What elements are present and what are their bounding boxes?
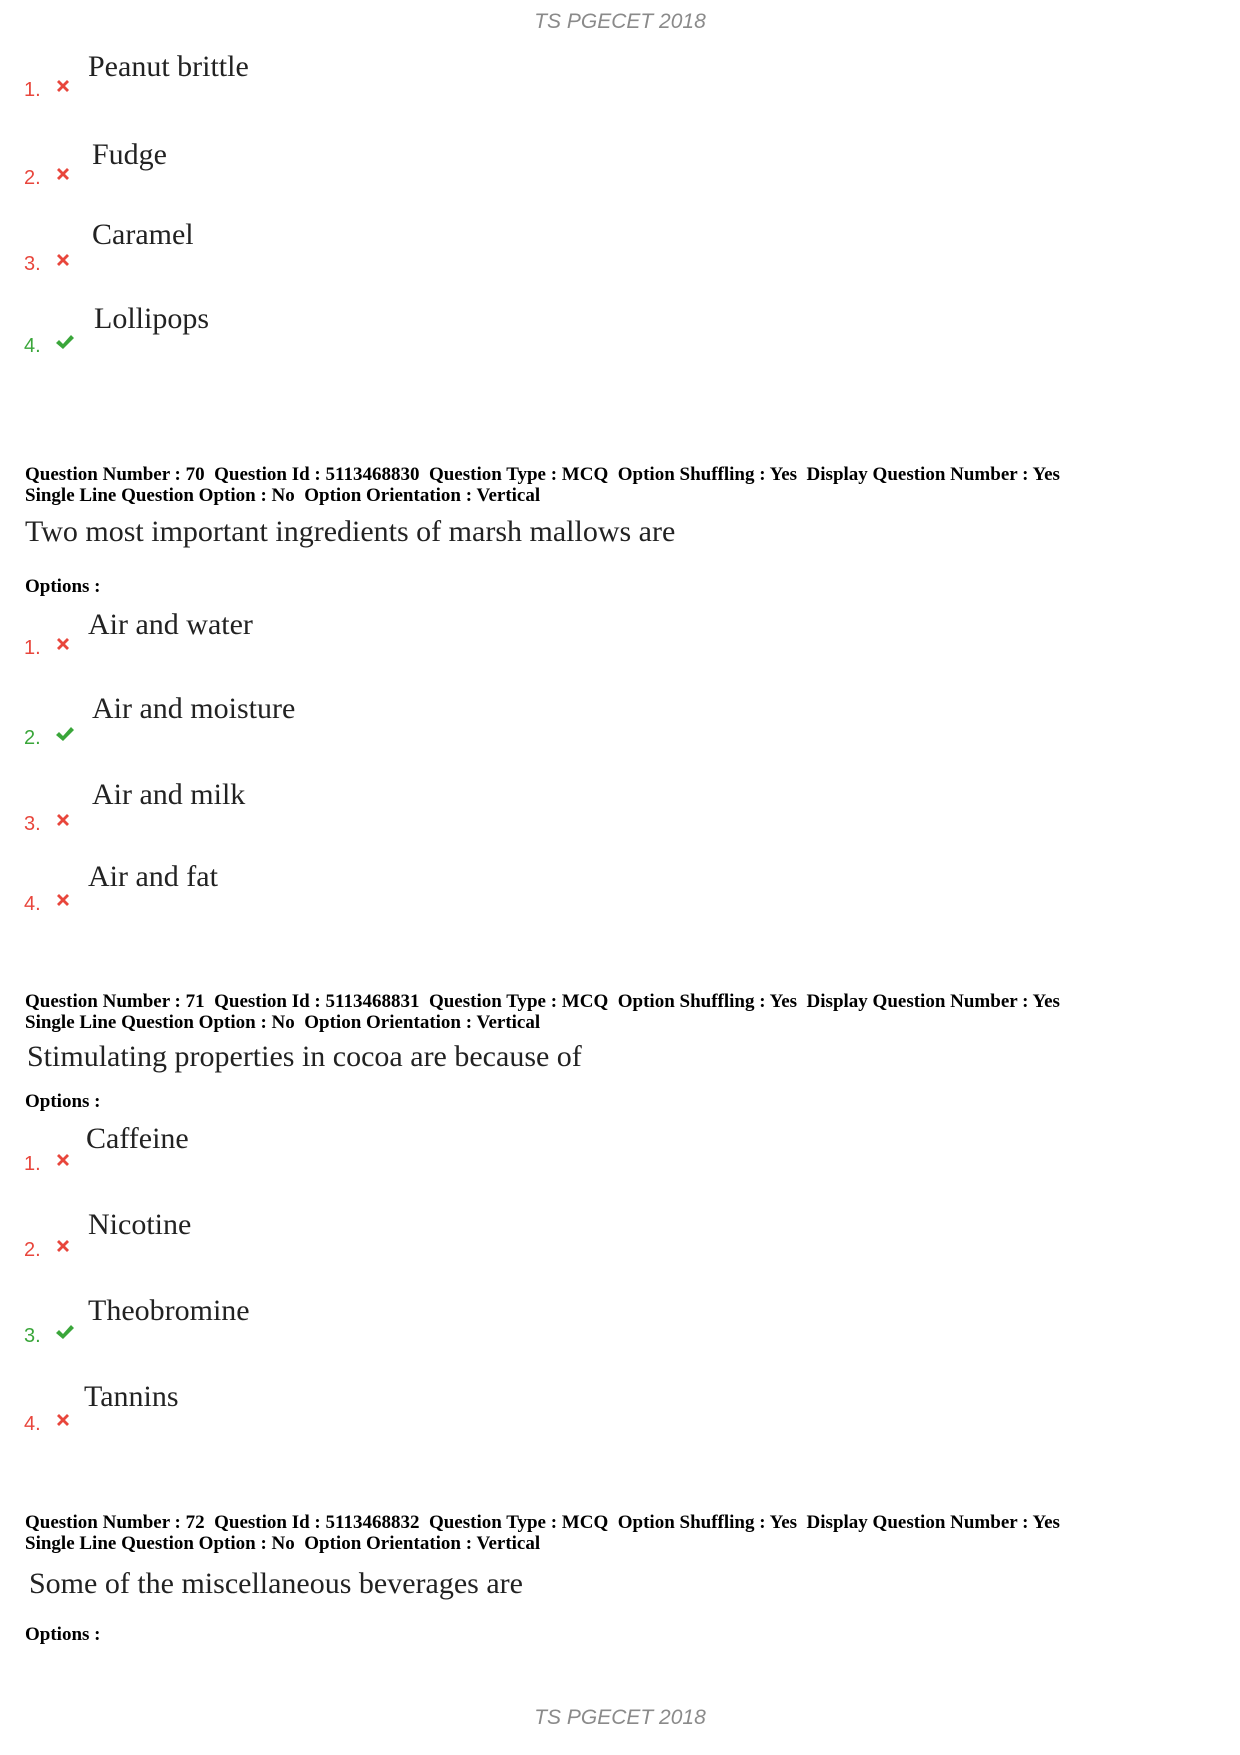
options-label: Options : [25, 1091, 101, 1112]
cross-icon [53, 890, 73, 910]
option-number: 2. [24, 727, 41, 749]
option-row [0, 608, 1240, 659]
option-item [0, 778, 1240, 835]
option-number: 3. [24, 253, 41, 275]
option-row [0, 1380, 1240, 1435]
option-item [0, 1380, 1240, 1435]
check-icon [52, 1322, 76, 1342]
question-text: Some of the miscellaneous beverages are [29, 1567, 523, 1600]
option-row [0, 778, 1240, 835]
option-row [0, 1208, 1240, 1261]
option-text: Nicotine [88, 1208, 192, 1241]
question-meta-line1: Question Number : 70 Question Id : 5113468830 Question Type : MCQ Option Shuffling : Yes Display Question Number : Yes [25, 464, 1060, 485]
option-row [0, 138, 1240, 189]
option-item [0, 302, 1240, 357]
option-number: 2. [24, 167, 41, 189]
option-item [0, 1294, 1240, 1347]
option-row [0, 218, 1240, 275]
question-meta-line2: Single Line Question Option : No Option Orientation : Vertical [25, 1012, 541, 1033]
cross-icon [53, 1150, 73, 1170]
cross-icon [53, 164, 73, 184]
question-text: Stimulating properties in cocoa are because of [27, 1040, 582, 1073]
option-row [0, 1122, 1240, 1175]
option-item [0, 1122, 1240, 1175]
option-row [0, 50, 1240, 101]
option-number: 3. [24, 813, 41, 835]
option-row [0, 302, 1240, 357]
cross-icon [53, 810, 73, 830]
option-text: Air and moisture [92, 692, 296, 725]
option-number: 1. [24, 637, 41, 659]
question-text: Two most important ingredients of marsh mallows are [25, 515, 676, 548]
option-item [0, 608, 1240, 659]
page-header: TS PGECET 2018 [534, 10, 706, 33]
option-row [0, 692, 1240, 749]
option-item [0, 50, 1240, 101]
question-meta-line2: Single Line Question Option : No Option Orientation : Vertical [25, 485, 541, 506]
question-meta-line2: Single Line Question Option : No Option Orientation : Vertical [25, 1533, 541, 1554]
cross-icon [53, 634, 73, 654]
option-text: Peanut brittle [88, 50, 249, 83]
option-row [0, 1294, 1240, 1347]
option-number: 1. [24, 1153, 41, 1175]
option-text: Air and fat [88, 860, 218, 893]
cross-icon [53, 1236, 73, 1256]
option-number: 4. [24, 1413, 41, 1435]
option-text: Tannins [84, 1380, 179, 1413]
option-item [0, 692, 1240, 749]
options-label: Options : [25, 1624, 101, 1645]
option-text: Caffeine [86, 1122, 189, 1155]
check-icon [52, 724, 76, 744]
option-number: 1. [24, 79, 41, 101]
cross-icon [53, 76, 73, 96]
option-row [0, 860, 1240, 915]
option-number: 2. [24, 1239, 41, 1261]
cross-icon [53, 250, 73, 270]
option-item [0, 1208, 1240, 1261]
question-meta-line1: Question Number : 72 Question Id : 5113468832 Question Type : MCQ Option Shuffling : Yes Display Question Number : Yes [25, 1512, 1060, 1533]
options-label: Options : [25, 576, 101, 597]
page-footer: TS PGECET 2018 [534, 1706, 706, 1729]
option-item [0, 218, 1240, 275]
option-text: Lollipops [94, 302, 210, 335]
option-text: Fudge [92, 138, 167, 171]
option-item [0, 138, 1240, 189]
option-text: Caramel [92, 218, 194, 251]
check-icon [52, 332, 76, 352]
option-number: 3. [24, 1325, 41, 1347]
option-text: Air and milk [92, 778, 246, 811]
option-item [0, 860, 1240, 915]
question-meta-line1: Question Number : 71 Question Id : 5113468831 Question Type : MCQ Option Shuffling : Yes Display Question Number : Yes [25, 991, 1060, 1012]
option-text: Theobromine [88, 1294, 250, 1327]
option-text: Air and water [88, 608, 253, 641]
option-number: 4. [24, 893, 41, 915]
cross-icon [53, 1410, 73, 1430]
option-number: 4. [24, 335, 41, 357]
